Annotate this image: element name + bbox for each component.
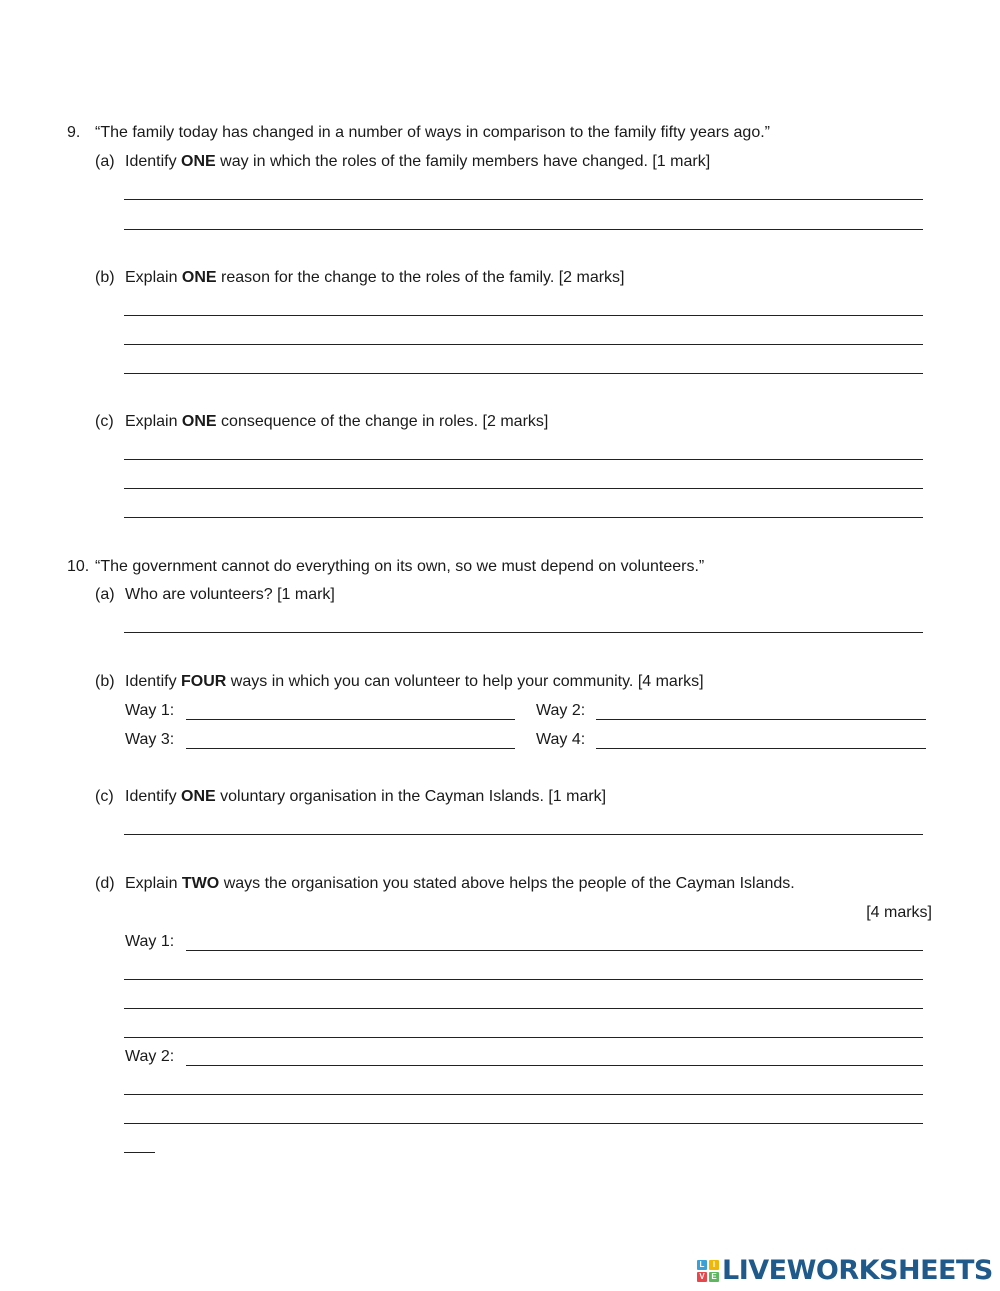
way4-label: Way 4: [536, 731, 586, 748]
way2-label: Way 2: [536, 702, 586, 719]
q9b-bold: ONE [181, 269, 217, 286]
q9c-pre: Explain [125, 413, 182, 430]
q10c-label: (c) [95, 788, 114, 805]
answer-line[interactable] [124, 1094, 923, 1095]
q10-stem: “The government cannot do everything on its own, so we must depend on volunteers.” [95, 558, 705, 575]
q9-stem: “The family today has changed in a number of ways in comparison to the family fifty years ago.” [95, 124, 770, 141]
q10d-marks: [4 marks] [866, 904, 932, 921]
way3-answer-line[interactable] [186, 748, 515, 749]
answer-line[interactable] [124, 229, 923, 230]
q10b-post: ways in which you can volunteer to help your community. [4 marks] [226, 673, 704, 690]
logo-letter: L [697, 1260, 707, 1270]
q10d-label: (d) [95, 875, 115, 892]
answer-line[interactable] [124, 517, 923, 518]
q10d-pre: Explain [125, 875, 182, 892]
q10a-text: Who are volunteers? [1 mark] [125, 586, 335, 603]
q10b-text [125, 672, 704, 692]
q9c-label: (c) [95, 413, 114, 430]
q10d-post: ways the organisation you stated above helps the people of the Cayman Islands. [219, 875, 795, 892]
q10-number: 10. [67, 558, 90, 575]
d-way1-answer-line[interactable] [186, 950, 923, 951]
way2-answer-line[interactable] [596, 719, 926, 720]
q9a-pre: Identify [125, 153, 182, 170]
answer-line[interactable] [124, 373, 923, 374]
q10d-text [125, 874, 795, 894]
answer-line[interactable] [124, 344, 923, 345]
q10d-bold: TWO [181, 875, 220, 892]
q9a-text [125, 152, 710, 172]
way4-answer-line[interactable] [596, 748, 926, 749]
way1-answer-line[interactable] [186, 719, 515, 720]
answer-line-short[interactable] [124, 1152, 155, 1153]
d-way2-answer-line[interactable] [186, 1065, 923, 1066]
liveworksheets-logo [697, 1256, 993, 1286]
q9b-text [125, 268, 625, 288]
answer-line[interactable] [124, 488, 923, 489]
answer-line[interactable] [124, 199, 923, 200]
answer-line[interactable] [124, 315, 923, 316]
answer-line[interactable] [124, 1008, 923, 1009]
logo-letter: V [697, 1272, 707, 1282]
q9b-post: reason for the change to the roles of the family. [2 marks] [216, 269, 625, 286]
q9a-post: way in which the roles of the family members have changed. [1 mark] [215, 153, 711, 170]
q9a-bold: ONE [181, 153, 216, 170]
q10b-pre: Identify [125, 673, 182, 690]
q10c-bold: ONE [181, 788, 216, 805]
q9c-text [125, 412, 548, 432]
q9-number: 9. [67, 124, 81, 141]
logo-letter: E [709, 1272, 719, 1282]
answer-line[interactable] [124, 834, 923, 835]
answer-line[interactable] [124, 1037, 923, 1038]
q9c-bold: ONE [181, 413, 217, 430]
q10c-text [125, 787, 606, 807]
q10b-bold: FOUR [181, 673, 227, 690]
q9b-label: (b) [95, 269, 115, 286]
q10b-label: (b) [95, 673, 115, 690]
d-way1-label: Way 1: [125, 933, 175, 950]
logo-text: LIVEWORKSHEETS [722, 1255, 993, 1286]
logo-mark-icon [697, 1260, 719, 1282]
way3-label: Way 3: [125, 731, 175, 748]
q9b-pre: Explain [125, 269, 182, 286]
q10a-label: (a) [95, 586, 115, 603]
q9c-post: consequence of the change in roles. [2 marks] [216, 413, 549, 430]
d-way2-label: Way 2: [125, 1048, 175, 1065]
answer-line[interactable] [124, 459, 923, 460]
q10c-post: voluntary organisation in the Cayman Islands. [1 mark] [215, 788, 607, 805]
q10c-pre: Identify [125, 788, 182, 805]
way1-label: Way 1: [125, 702, 175, 719]
q9a-label: (a) [95, 153, 115, 170]
answer-line[interactable] [124, 1123, 923, 1124]
logo-letter: I [709, 1260, 719, 1270]
answer-line[interactable] [124, 979, 923, 980]
answer-line[interactable] [124, 632, 923, 633]
